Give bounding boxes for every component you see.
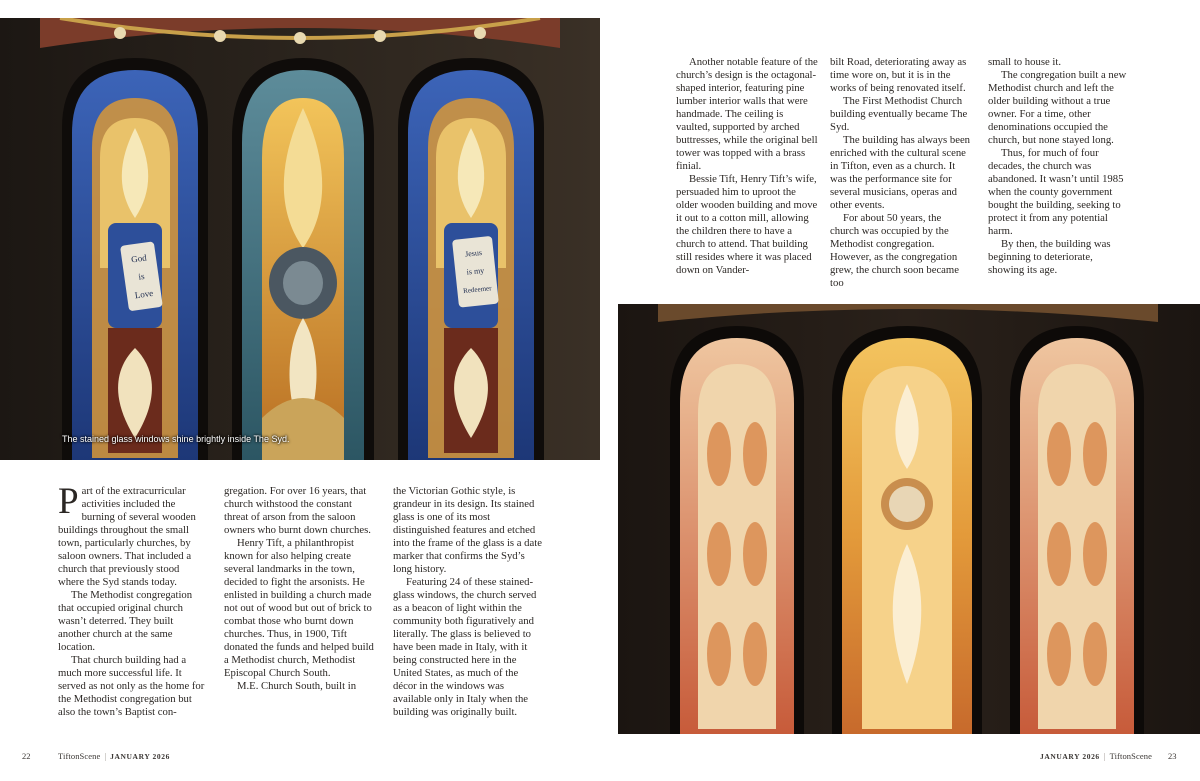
banner-left-line1: God — [130, 252, 148, 265]
photo-caption: The stained glass windows shine brightly inside The Syd. — [62, 434, 290, 444]
body-paragraph: Thus, for much of four decades, the church was abandoned. It wasn’t until 1985 when the county government bought the building, seeking to protect it from any potential harm. — [988, 147, 1124, 237]
body-paragraph: The building has always been enriched with the cultural scene in Tifton, even as a church. It was the performance site for several musicians, operas and other events. — [830, 134, 971, 211]
body-paragraph: gregation. For over 16 years, that church withstood the constant threat of arson from the saloon owners who burnt down churches. — [224, 485, 371, 536]
window-lancet-left-amber — [670, 326, 804, 734]
page-number-right: 23 — [1168, 751, 1177, 761]
footer-left: TiftonScene | JANUARY 2026 — [58, 751, 170, 761]
body-paragraph: bilt Road, deteriorating away as time wore on, but it is in the works of being renovated itself. — [830, 56, 967, 94]
body-paragraph: The First Methodist Church building eventually became The Syd. — [830, 95, 968, 133]
body-paragraph: The Methodist congregation that occupied original church wasn’t deterred. They built another church at the same location. — [58, 589, 193, 653]
body-paragraph: The congregation built a new Methodist church and left the older building without a true owner. For a time, other denominations occupied the church, but none stayed long. — [988, 69, 1127, 146]
body-paragraph: Featuring 24 of these stained-glass windows, the church served as a beacon of light within the community both figuratively and literally. The glass is believed to have been made in Italy, with it being constructed here in the United States, as much of the décor in the windows was available only in Italy when the building was originally built. — [393, 576, 537, 718]
body-paragraph: Bessie Tift, Henry Tift’s wife, persuaded him to uproot the older wooden building and move it out to a cotton mill, allowing the children there to have a church to attend. That building still resides where it was placed down on Vander- — [676, 173, 818, 276]
footer-right: JANUARY 2026 | TiftonScene — [1040, 751, 1152, 761]
window-lancet-center — [232, 58, 374, 460]
stained-glass-photo-bottom — [618, 304, 1200, 734]
right-page-column-1 — [676, 56, 818, 277]
right-page-column-3 — [988, 56, 1130, 277]
issue-date: JANUARY 2026 — [1040, 752, 1100, 761]
body-paragraph: Henry Tift, a philanthropist known for also helping create several landmarks in the town, decided to fight the arsonists. He enlisted in building a church made not out of wood but out of brick to combat those who burnt down churches. Thus, in 1900, Tift donated the funds and helped build a Methodist church, Methodist Episcopal Church South. — [224, 537, 374, 679]
stained-glass-photo-top — [0, 18, 600, 460]
stained-glass-illustration-blue — [0, 18, 600, 460]
right-page-column-2 — [830, 56, 972, 290]
body-paragraph-lead — [58, 481, 208, 589]
lead-text: art of the extracurricular activities included the burning of several wooden buildings throughout the small town, particularly churches, by saloon owners. That included a church that previously stood where the Syd stands today. — [58, 485, 196, 588]
window-lancet-center-amber — [832, 326, 982, 734]
body-paragraph: That church building had a much more successful life. It served as not only as the home for the Methodist congregation but also the town’s Baptist con- — [58, 654, 205, 718]
body-paragraph: small to house it. — [988, 56, 1062, 68]
page-number-left: 22 — [22, 751, 31, 761]
body-paragraph: the Victorian Gothic style, is grandeur in its design. Its stained glass is one of its most distinguished features and etched into the frame of the glass is a date marker that confirms the Syd’s long history. — [393, 485, 542, 575]
banner-right-line1: Jesus — [464, 247, 483, 259]
left-page-column-2 — [224, 485, 374, 693]
magazine-name: TiftonScene — [58, 751, 101, 761]
body-paragraph: For about 50 years, the church was occupied by the Methodist congregation. However, as the congregation grew, the church soon became too — [830, 212, 959, 289]
stained-glass-illustration-amber — [618, 304, 1200, 734]
issue-date: JANUARY 2026 — [110, 752, 170, 761]
magazine-name: TiftonScene — [1109, 751, 1152, 761]
body-paragraph: M.E. Church South, built in — [237, 680, 357, 692]
left-page-column-1 — [58, 481, 208, 719]
drop-cap: P — [58, 481, 79, 522]
body-paragraph: Another notable feature of the church’s design is the octagonal-shaped interior, featuring pine lumber interior walls that were handmade. The ceiling is vaulted, supported by arched buttresses, while the original bell tower was topped with a brass finial. — [676, 56, 818, 172]
left-page-column-3 — [393, 485, 543, 719]
body-paragraph: By then, the building was beginning to deteriorate, showing its age. — [988, 238, 1111, 276]
window-lancet-right-amber — [1010, 326, 1144, 734]
banner-left-line2: is — [137, 270, 146, 282]
banner-right-line3: Redeemer — [462, 284, 492, 296]
banner-right-line2: is my — [466, 265, 485, 277]
banner-right — [452, 236, 499, 308]
banner-left-line3: Love — [134, 287, 154, 301]
